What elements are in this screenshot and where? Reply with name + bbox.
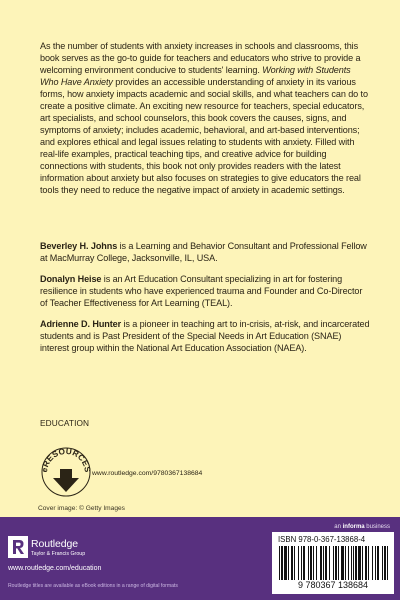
barcode-bar <box>308 546 309 580</box>
barcode-bar <box>348 546 349 580</box>
eresources-url[interactable]: www.routledge.com/9780367138684 <box>92 470 203 477</box>
barcode-bar <box>375 546 376 580</box>
barcode-bar <box>325 546 327 580</box>
subject-category: EDUCATION <box>40 418 90 428</box>
author-bio <box>40 318 370 354</box>
barcode-bar <box>338 546 339 580</box>
barcode-bar <box>353 546 354 580</box>
isbn-label: ISBN 978-0-367-13868-4 <box>278 535 366 544</box>
barcode-digits: 9 780367 138684 <box>297 580 369 590</box>
barcode-bar <box>333 546 334 580</box>
barcode-bar <box>284 546 287 580</box>
eresources-icon <box>40 446 92 498</box>
routledge-logo-icon <box>8 536 28 558</box>
barcode-bar <box>281 546 283 580</box>
barcode-bar <box>288 546 289 580</box>
informa-name: informa <box>342 524 365 530</box>
barcode-bar <box>351 546 352 580</box>
barcode-bar <box>320 546 322 580</box>
barcode-bar <box>382 546 383 580</box>
author-bio <box>40 273 370 309</box>
barcode-bar <box>329 546 330 580</box>
eresources-logo-text: eRESOURCES <box>40 446 92 474</box>
barcode-bar <box>298 546 299 580</box>
author-bio-text: is a Learning and Behavior Consultant and Professional Fellow at MacMurray College, Jacksonville, IL, USA. <box>40 241 367 263</box>
author-bio-text: is an Art Education Consultant specializing in art for fostering resilience in students who have experienced trauma and Founder and Co-Director of Teacher Effectiveness for Art Learning (TEAL). <box>40 274 363 308</box>
barcode-bar <box>313 546 314 580</box>
barcode-bar <box>316 546 317 580</box>
barcode-bar <box>372 546 373 580</box>
barcode-bar <box>358 546 361 580</box>
cover-image-credit: Cover image: © Getty Images <box>38 505 125 512</box>
barcode-bar <box>345 546 346 580</box>
description-part-1: As the number of students with anxiety increases in schools and classrooms, this book serves as the go-to guide for teachers and educators who strive to provide a welcoming environment conducive to students' learning. <box>40 41 361 75</box>
author-bio <box>40 240 370 264</box>
book-title-italic: Working with Students Who Have Anxiety <box>40 65 351 87</box>
barcode-bar <box>291 546 293 580</box>
barcode-bar <box>387 546 388 580</box>
publisher-url[interactable]: www.routledge.com/education <box>8 565 102 572</box>
barcode <box>278 546 390 580</box>
publisher-name: Routledge <box>31 538 78 550</box>
barcode-bar <box>301 546 302 580</box>
publisher-group: Taylor & Francis Group <box>31 551 86 557</box>
description-part-2: provides an accessible understanding of anxiety in its various forms, how anxiety impacts academic and social skills, and what teachers can do to create a positive climate. An exciting new resource for teachers, special educators, art specialists, and school counselors, this book covers the causes, signs, and symptoms of anxiety; includes academic, behavioral, and art-based interventions; and explores ethical and legal issues relating to students with anxiety. Filled with real-life examples, practical teaching tips, and creative advice for building connections with students, this book not only provides readers with the latest information about anxiety but also focuses on strategies to give educators the real tools they need to reduce the negative impact of anxiety in academic settings. <box>40 77 368 195</box>
barcode-bar <box>323 546 324 580</box>
isbn-barcode-box <box>272 532 394 594</box>
barcode-bar <box>310 546 312 580</box>
barcode-bar <box>355 546 357 580</box>
author-name: Beverley H. Johns <box>40 241 118 251</box>
informa-tagline <box>334 524 390 530</box>
barcode-bar <box>365 546 367 580</box>
barcode-bar <box>341 546 344 580</box>
informa-suffix: business <box>364 524 390 530</box>
barcode-bar <box>294 546 295 580</box>
barcode-bar <box>368 546 369 580</box>
book-description <box>40 40 370 196</box>
barcode-bar <box>279 546 280 580</box>
barcode-bar <box>377 546 379 580</box>
author-bios <box>40 240 370 363</box>
ebook-note: Routledge titles are available as eBook editions in a range of digital formats <box>8 583 178 589</box>
author-name: Donalyn Heise <box>40 274 102 284</box>
barcode-bar <box>362 546 363 580</box>
barcode-bar <box>384 546 386 580</box>
barcode-bar <box>303 546 305 580</box>
author-bio-text: is a pioneer in teaching art to in-crisis, at-risk, and incarcerated students and is Past President of the Special Needs in Art Education (SNAE) interest group within the National Art Education Association (NAEA). <box>40 319 370 353</box>
barcode-bar <box>335 546 337 580</box>
informa-prefix: an <box>334 524 343 530</box>
author-name: Adrienne D. Hunter <box>40 319 122 329</box>
